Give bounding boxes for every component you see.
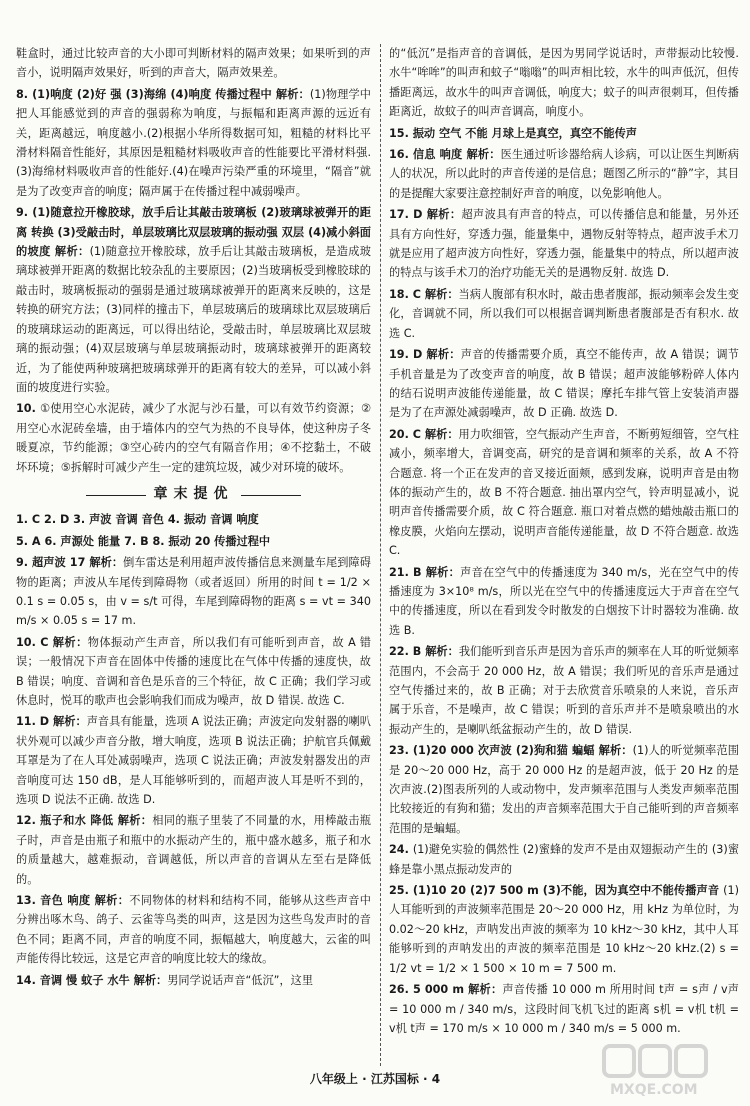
question-number: 14. [16, 973, 40, 987]
analysis-label: 解析： [424, 287, 459, 301]
question-number: 16. [389, 148, 413, 162]
analysis-text: 男同学说话声音“低沉”，这里 [167, 973, 314, 987]
answer-text: 音调 慢 蚊子 水牛 [39, 973, 134, 987]
question-number: 10. [16, 635, 41, 649]
analysis-label: 解析： [54, 245, 90, 259]
answer-text: D [39, 715, 53, 729]
question-number: 11. [16, 715, 40, 729]
answer-text: D [412, 348, 427, 362]
answer-text: B [413, 565, 426, 579]
answer-item [16, 510, 371, 529]
answer-item [389, 44, 739, 122]
analysis-text: 我们能听到音乐声是因为音乐声的频率在人耳的听觉频率范围内，不会高于 20 000 Hz，故 A 错误；我们听见的音乐声是通过空气传播过来的，故 B 正确；对于去欣赏音乐喷泉的人来说，音乐声属于乐音，不是噪声，故 C 错误；听到的音乐声并不是喷泉喷出的水振动产生的，是喇叭纸盆振动产生的，故 D 错误. [389, 645, 739, 736]
analysis-label: 解析： [425, 645, 459, 659]
analysis-text: 相同的瓶子里装了不同量的水，用棒敲击瓶子时，声音是由瓶子和瓶中的水振动产生的，瓶中盛水越多，瓶子和水的质量越大，越难振动，音调越低，所以声音的音调从左至右是降低的。 [16, 814, 371, 886]
answer-item [389, 563, 739, 641]
question-number: 13. [16, 894, 41, 908]
answer-item [16, 399, 371, 477]
answer-text: C [412, 287, 425, 301]
analysis-label: 解析： [425, 565, 461, 579]
answer-item [16, 532, 371, 551]
answer-text: C [412, 427, 425, 441]
column-divider [380, 44, 381, 1066]
analysis-text: 声音具有能量，选项 A 说法正确；声波定向发射器的喇叭状外观可以减少声音分散，增大响度，选项 B 说法正确；护航官兵佩戴耳罩是为了在人耳处减弱噪声，选项 C 说法正确；声波发射器发出的声音响度可达 150 dB，是人耳能够听到的，而超声波人耳是听不到的，选项 D 说法不正确. 故选 D. [16, 715, 371, 807]
analysis-text: 当病人腹部有积水时，敲击患者腹部，振动频率会发生变化，音调就不同，所以我们可以根据音调判断患者腹部是否有积水. 故选 C. [389, 287, 739, 340]
svg-text:MXQE.COM: MXQE.COM [610, 1082, 698, 1098]
answer-item [389, 642, 739, 739]
question-number: 9. [16, 556, 33, 570]
analysis-text: 倒车雷达是利用超声波传播信息来测量车尾到障碍物的距离；声波从车尾传到障碍物（或者返回）所用的时间 t = 1/2 × 0.1 s = 0.05 s，由 v = s/t 可得，车尾到障碍物的距离 s = vt = 340 m/s × 0.05 s = 17 m. [16, 556, 371, 628]
answer-item [389, 345, 739, 423]
analysis-label: 解析： [94, 894, 130, 908]
analysis-text: 超声波具有声音的特点，可以传播信息和能量，另外还具有方向性好，穿透力强，能量集中，遇物反射等特点，超声波手术刀就是应用了超声波方向性好，穿透力强，能量集中的特点，所以超声波的特点与该手术刀的治疗功能无关的是遇物反射. 故选 D. [389, 208, 739, 280]
answer-item [389, 124, 739, 143]
answer-text: 音色 响度 [40, 894, 95, 908]
answer-item [16, 811, 371, 889]
answer-item [389, 285, 739, 343]
analysis-text: (1)物理学中把人耳能感觉到的声音的强弱称为响度，与振幅和距离声源的远近有关，距离越远，响度越小.(2)根据小华所得数据可知，粗糙的材料比平滑材料隔音性能好，其原因是粗糙材料吸收声音的性能要比平滑材料强.(3)海绵材料吸收声音的性能好.(4)在噪声污染严重的环境里，“隔音”就是为了改变声音的响度；隔声属于在传播过程中减弱噪声。 [16, 87, 371, 198]
answer-text: 信息 响度 [412, 148, 467, 162]
analysis-text: (1)随意拉开橡胶球，放手后让其敲击玻璃板，是造成玻璃球被弹开距离的数据比较杂乱的主要原因；(2)当玻璃板受到橡胶球的敲击时，玻璃板振动的强弱是通过玻璃球被弹开的距离来反映的，这是转换的研究方法；(3)同样的撞击下，单层玻璃后的玻璃球比双层玻璃后的玻璃球运动的距离远，可以得出结论，受敲击时，单层玻璃比双层玻璃的振动强；(4)双层玻璃与单层玻璃振动时，玻璃球被弹开的距离较近，为了能使两种玻璃把玻璃球弹开的距离有较大的差异，可以减小斜面的坡度进行实验。 [16, 245, 371, 394]
answer-item [16, 203, 371, 397]
analysis-label: 解析： [89, 556, 124, 570]
analysis-label: 解析： [52, 635, 88, 649]
question-number: 12. [16, 814, 41, 828]
question-number: 24. [389, 843, 413, 857]
analysis-label: 解析： [53, 715, 87, 729]
analysis-label: 解析： [426, 208, 462, 222]
answer-item [16, 85, 371, 201]
analysis-text: ①使用空心水泥砖，减少了水泥与沙石量，可以有效节约资源；②用空心水泥砖垒墙，由于墙体内的空气为热的不良导体，使这种房子冬暖夏凉，节约能源；③空心砖内的空气有隔音作用；④不挖黏土，不破坏环境；⑤拆解时可减少产生一定的建筑垃圾，减少对环境的破坏。 [16, 402, 371, 474]
answer-item [389, 881, 739, 978]
analysis-label: 解析： [424, 427, 459, 441]
question-number: 21. [389, 565, 413, 579]
analysis-text: 物体振动产生声音，所以我们有可能听到声音，故 A 错误；一般情况下声音在固体中传播的速度比在气体中传播的速度快，故 B 错误；响度、音调和音色是乐音的三个特征，故 C 正确；我们学习或休息时，悦耳的歌声也会影响我们而成为噪声，故 D 错误. 故选 C. [16, 635, 371, 707]
analysis-text: 声音传播 10 000 m 所用时间 t声 = s声 / v声 = 10 000 m / 340 m/s，这段时间飞机飞过的距离 s机 = v机 t机 = v机 t声 = 170 m/s × 10 000 m / 340 m/s = 5 000 m. [389, 983, 739, 1035]
question-number: 23. [389, 744, 413, 758]
answer-text: B [412, 645, 426, 659]
question-number: 15. [389, 126, 413, 140]
answer-item [389, 425, 739, 561]
section-title: 章末提优 [16, 485, 371, 504]
answer-item [16, 553, 371, 631]
question-number: 17. [389, 208, 414, 222]
answer-item [16, 633, 371, 711]
answer-item [16, 891, 371, 969]
answer-text: (1)20 000 次声波 (2)狗和猫 蝙蝠 [412, 744, 599, 758]
left-column [16, 44, 371, 992]
right-column [389, 44, 739, 1040]
answer-text: 超声波 17 [32, 556, 90, 570]
answer-item [16, 44, 371, 83]
analysis-label: 解析： [426, 348, 461, 362]
answer-text: 5 000 m [412, 983, 469, 997]
question-number: 20. [389, 427, 413, 441]
answer-item [389, 840, 739, 879]
answer-text: 振动 空气 不能 月球上是真空，真空不能传声 [412, 126, 637, 140]
question-number: 22. [389, 645, 413, 659]
question-number: 19. [389, 348, 413, 362]
answer-item [389, 205, 739, 283]
quick-answers: 1. C 2. D 3. 声波 音调 音色 4. 振动 音调 响度 [16, 513, 259, 527]
analysis-text: 鞋盒时，通过比较声音的大小即可判断材料的隔声效果；如果听到的声音小，说明隔声效果好，听到的声音大，隔声效果差。 [16, 47, 371, 80]
analysis-text: 医生通过听诊器给病人诊病，可以让医生判断病人的状况，所以此时的声音传递的是信息；题图乙所示的“静”字，其目的是提醒大家要注意控制好声音的响度，以免影响他人。 [389, 148, 739, 200]
answer-text: (1)10 20 (2)7 500 m (3)不能，因为真空中不能传播声音 [412, 884, 724, 898]
analysis-label: 解析： [466, 148, 501, 162]
answer-text: (1)响度 (2)好 强 (3)海绵 (4)响度 传播过程中 [32, 87, 276, 101]
analysis-text: (1)避免实验的偶然性 (2)蜜蜂的发声不是由双翅振动产生的 (3)蜜蜂是靠小黑点振动发声的 [389, 843, 740, 876]
analysis-text: (1)人的听觉频率范围是 20～20 000 Hz，高于 20 000 Hz 的是超声波，低于 20 Hz 的是次声波.(2)图表所列的人或动物中，发声频率范围与人类发声频率范围比较接近的有狗和猫；发出的声音频率范围大于自己能听到的声音频率范围的是蝙蝠。 [389, 744, 739, 835]
analysis-text: 的“低沉”是指声音的音调低，是因为男同学说话时，声带振动比较慢. 水牛“哞哞”的叫声和蚊子“嗡嗡”的叫声相比较，水牛的叫声低沉，但传播距离远，故水牛的叫声音调低，响度大；蚊子的叫声很刺耳，但传播距离近，故蚊子的叫声音调高，响度小。 [389, 47, 739, 119]
answer-item [389, 980, 739, 1038]
analysis-text: 声音在空气中的传播速度为 340 m/s，光在空气中的传播速度为 3×10⁸ m/s，所以光在空气中的传播速度远大于声音在空气中的传播速度，所以在看到发令时散发的白烟按下计时器较为准确. 故选 B. [389, 565, 739, 637]
page-footer: 八年级上 · 江苏国标 · 4 [309, 1072, 441, 1086]
analysis-text: 不同物体的材料和结构不同，能够从这些声音中分辨出啄木鸟、鸽子、云雀等鸟类的叫声，这是因为这些鸟发声时的音色不同；距离不同，声音的响度不同，振幅越大，响度越大，云雀的叫声能传得比较远，这是它声音的响度比较大的缘故。 [16, 894, 371, 966]
question-number: 9. [16, 206, 33, 220]
answer-item [16, 712, 371, 809]
quick-answers: 5. A 6. 声源处 能量 7. B 8. 振动 20 传播过程中 [16, 534, 271, 548]
answer-text: (1)随意拉开橡胶球，放手后让其敲击玻璃板 (2)玻璃球被弹开的距离 转换 (3)受敲击时，单层玻璃比双层玻璃的振动强 双层 (4)减小斜面的坡度 [16, 206, 371, 259]
question-number: 26. [389, 983, 413, 997]
analysis-text: (1)人耳能听到的声波频率范围是 20～20 000 Hz，用 kHz 为单位时，为 0.02～20 kHz，声呐发出声波的频率为 10 kHz～30 kHz，其中人耳能够听到的声呐发出的声波的频率范围是 10 kHz～20 kHz.(2) s = 1/2 vt = 1/2 × 1 500 × 10 m = 7 500 m. [389, 884, 739, 975]
watermark-logo-icon [600, 1040, 740, 1100]
analysis-text: 用力吹细管，空气振动产生声音，不断剪短细管，空气柱减小，频率增大，音调变高，研究的是音调和频率的关系，故 A 不符合题意. 将一个正在发声的音叉接近面颊，感到发麻，说明声音是由物体的振动产生的，故 B 不符合题意. 抽出罩内空气，铃声明显减小，说明声音传播需要介质，故 C 符合题意. 瓶口对着点燃的蜡烛敲击瓶口的橡皮膜，火焰向左摆动，说明声音能传递能量，故 D 不符合题意. 故选 C. [389, 427, 739, 558]
answer-text: D [413, 208, 427, 222]
analysis-label: 解析： [598, 744, 633, 758]
analysis-label: 解析： [133, 973, 168, 987]
analysis-label: 解析： [275, 87, 310, 101]
question-number: 8. [16, 87, 33, 101]
question-number: 18. [389, 287, 413, 301]
question-number: 10. [16, 402, 41, 416]
answer-text: 瓶子和水 降低 [40, 814, 118, 828]
analysis-text: 声音的传播需要介质，真空不能传声，故 A 错误；调节手机音量是为了改变声音的响度，故 B 错误；超声波能够粉碎人体内的结石说明声波能传递能量，故 C 错误；摩托车排气管上安装消声器是为了在声源处减弱噪声，故 D 正确. 故选 D. [389, 348, 739, 420]
answer-text: C [40, 635, 53, 649]
question-number: 25. [389, 884, 413, 898]
answer-item [16, 971, 371, 990]
answer-item [389, 741, 739, 838]
analysis-label: 解析： [468, 983, 503, 997]
answer-item [389, 145, 739, 203]
analysis-label: 解析： [117, 814, 153, 828]
